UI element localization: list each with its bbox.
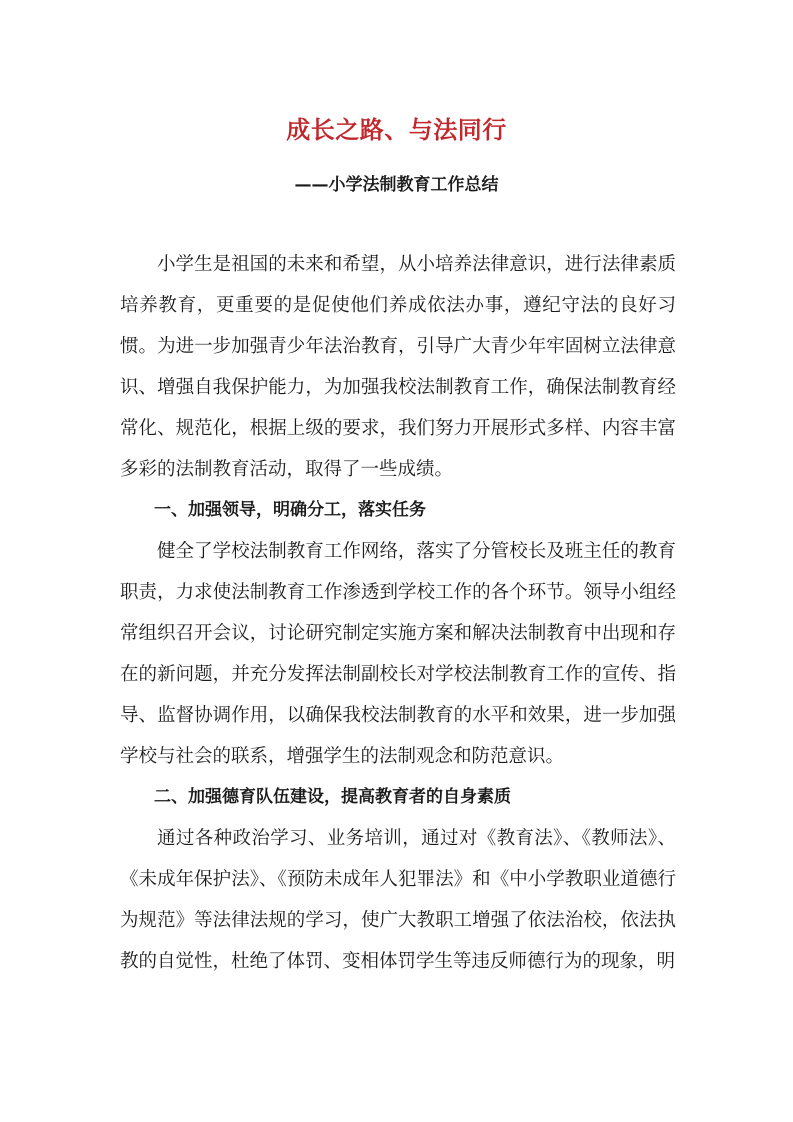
document-subtitle: ——小学法制教育工作总结 [294,175,499,195]
section-2-paragraph: 通过各种政治学习、业务培训，通过对《教育法》、《教师法》、《未成年保护法》、《预防未成年人犯罪法》和《中小学教职业道德行为规范》等法律法规的学习，使广大教职工增强了依法治校，依法执教的自觉性，杜绝了体罚、变相体罚学生等违反师德行为的现象，明 [120,828,676,972]
intro-paragraph: 小学生是祖国的未来和希望，从小培养法律意识，进行法律素质培养教育，更重要的是促使他们养成依法办事，遵纪守法的良好习惯。为进一步加强青少年法治教育，引导广大青少年牢固树立法律意识、增强自我保护能力，为加强我校法制教育工作，确保法制教育经常化、规范化，根据上级的要求，我们努力开展形式多样、内容丰富多彩的法制教育活动，取得了一些成绩。 [120,254,676,480]
section-1-paragraph: 健全了学校法制教育工作网络，落实了分管校长及班主任的教育职责，力求使法制教育工作渗透到学校工作的各个环节。领导小组经常组织召开会议，讨论研究制定实施方案和解决法制教育中出现和存在的新问题，并充分发挥法制副校长对学校法制教育工作的宣传、指导、监督协调作用，以确保我校法制教育的水平和效果，进一步加强学校与社会的联系，增强学生的法制观念和防范意识。 [120,541,676,767]
document-title: 成长之路、与法同行 [286,116,507,144]
section-2-heading: 二、加强德育队伍建设，提高教育者的自身素质 [154,787,511,807]
section-1-heading: 一、加强领导，明确分工，落实任务 [154,500,426,520]
document-body [120,244,676,982]
